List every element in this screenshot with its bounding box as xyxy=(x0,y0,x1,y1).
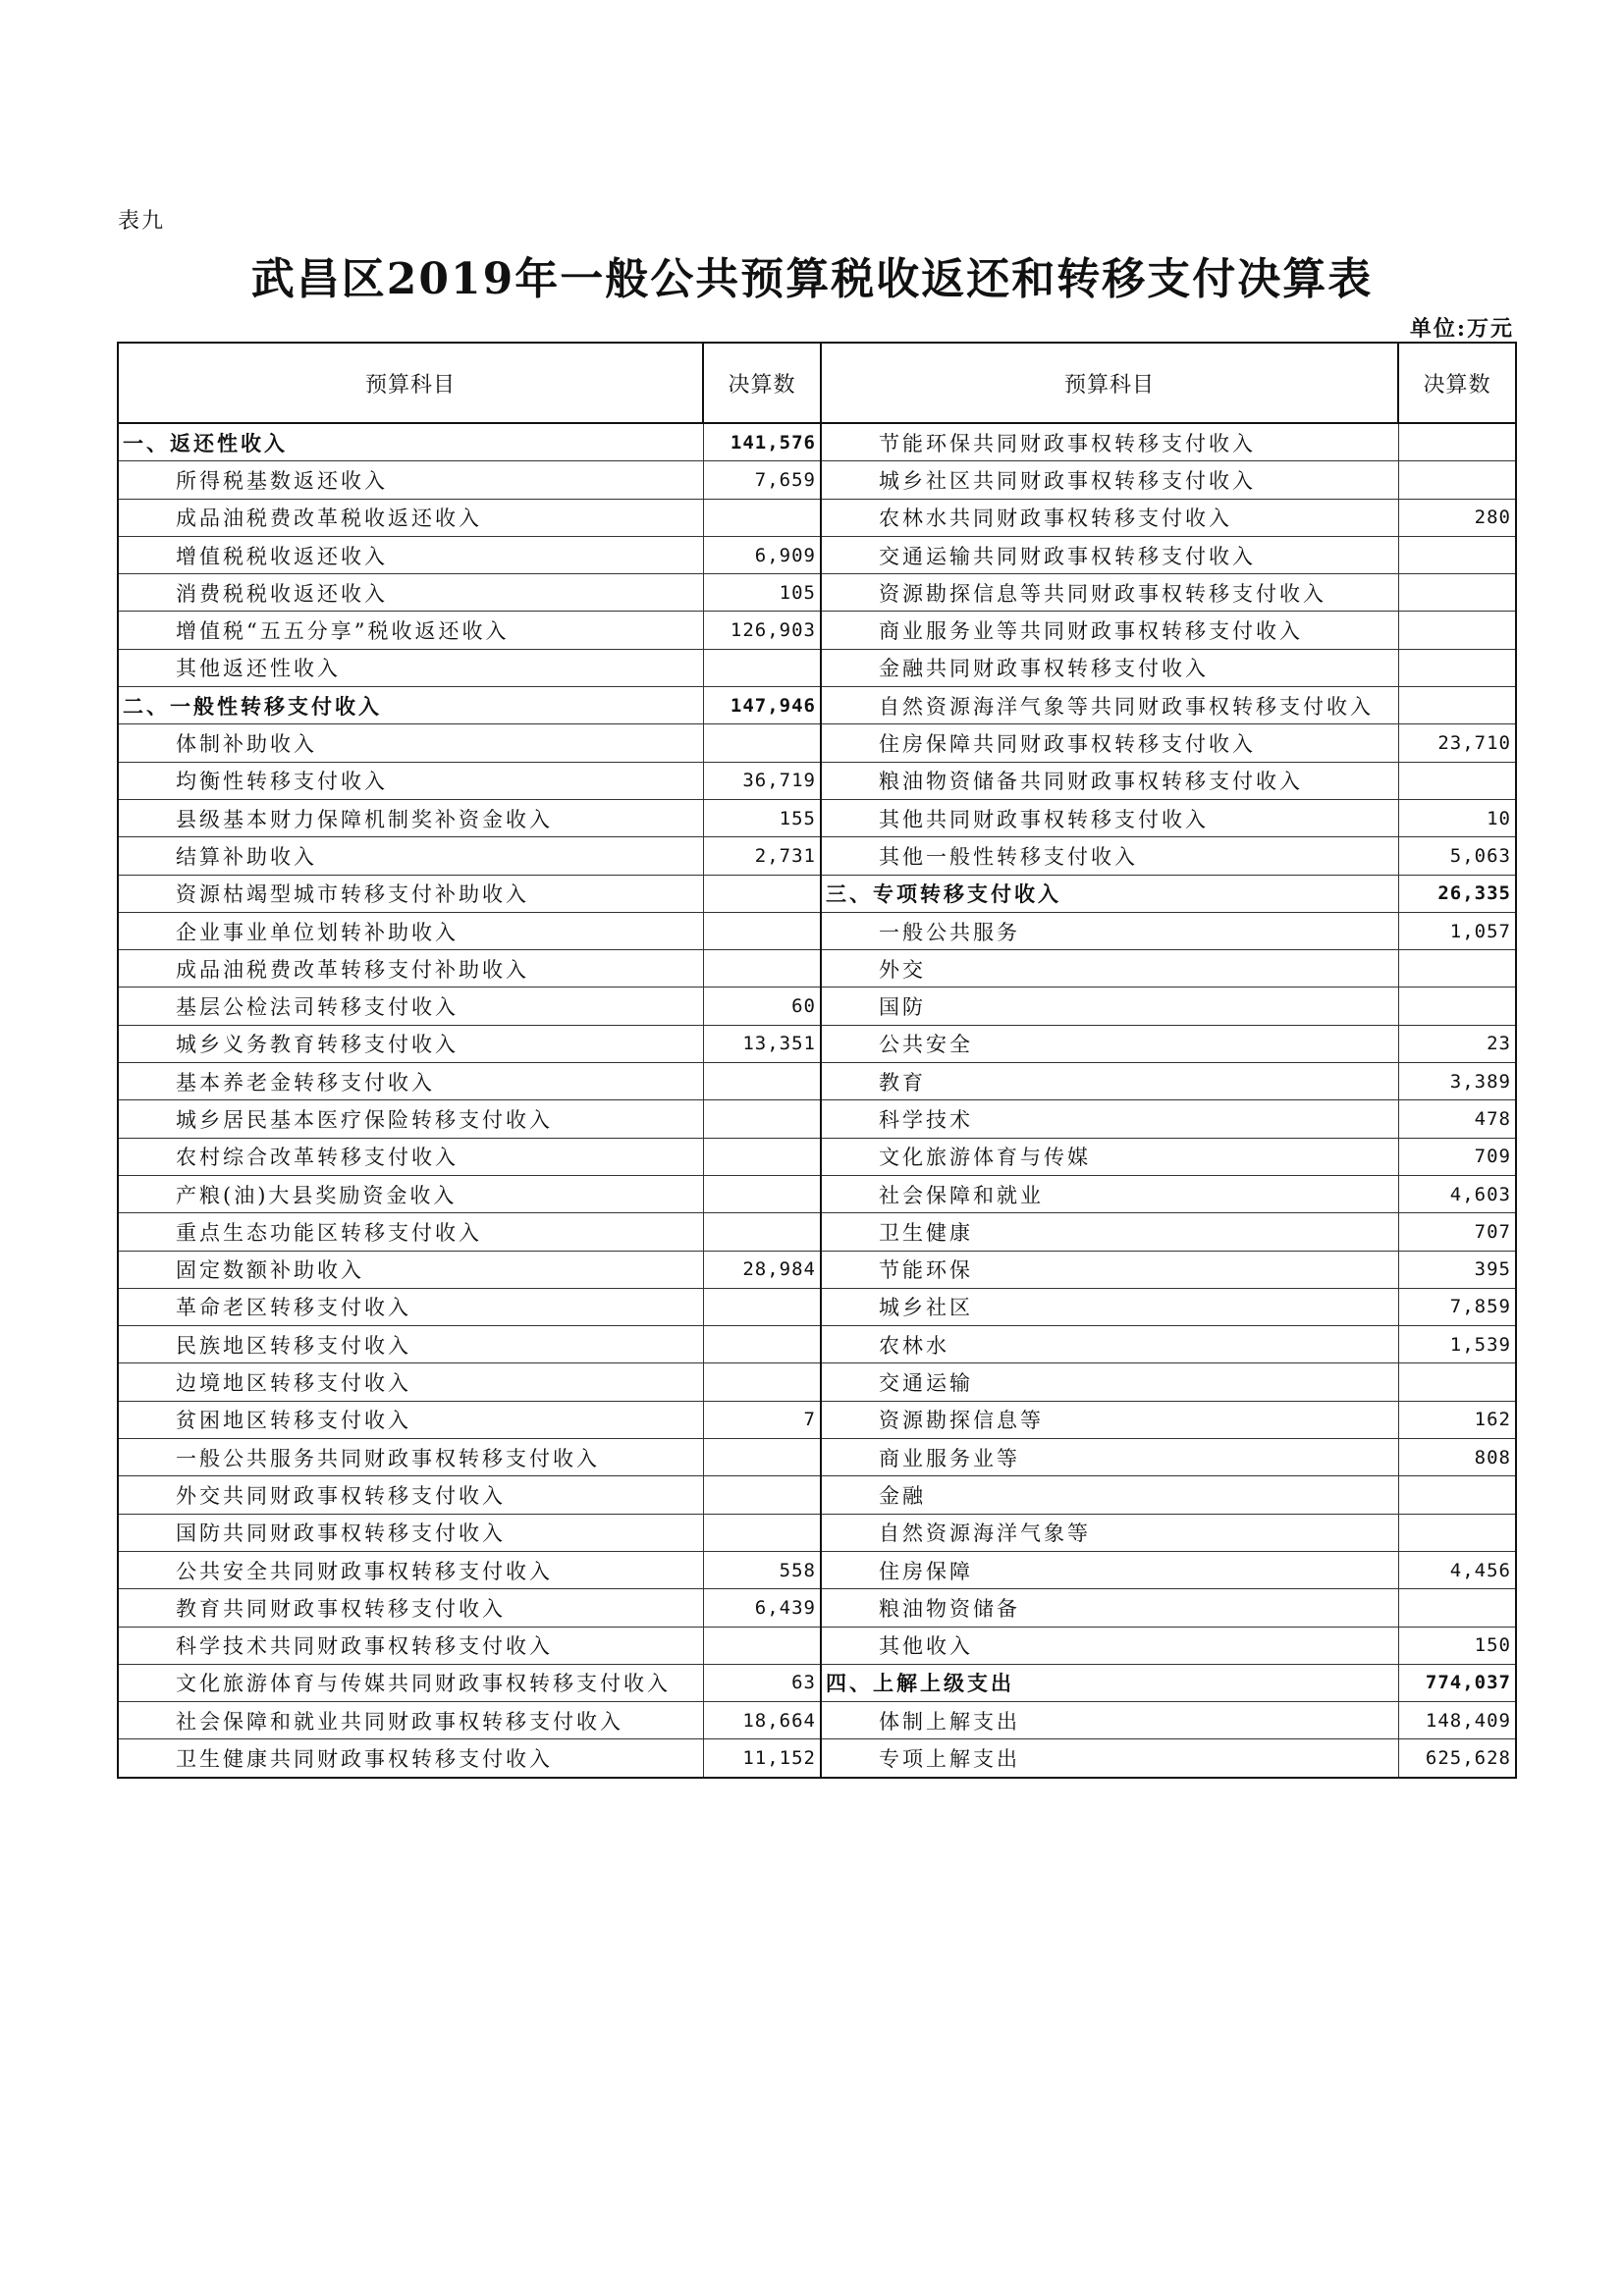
table-row xyxy=(118,1100,1516,1138)
right-amount: 625,628 xyxy=(1398,1739,1516,1778)
table-row xyxy=(118,1439,1516,1476)
table-row xyxy=(118,988,1516,1025)
left-item-name: 企业事业单位划转补助收入 xyxy=(118,912,703,949)
right-item-name: 专项上解支出 xyxy=(821,1739,1398,1778)
left-item-name: 二、一般性转移支付收入 xyxy=(118,687,703,724)
left-amount: 126,903 xyxy=(703,612,821,649)
table-row xyxy=(118,499,1516,536)
table-row xyxy=(118,1288,1516,1325)
left-item-name: 增值税税收返还收入 xyxy=(118,536,703,573)
table-row xyxy=(118,461,1516,499)
left-item-name: 基层公检法司转移支付收入 xyxy=(118,988,703,1025)
right-amount: 280 xyxy=(1398,499,1516,536)
table-row xyxy=(118,1251,1516,1288)
table-row xyxy=(118,1138,1516,1175)
right-amount: 4,456 xyxy=(1398,1551,1516,1588)
left-item-name: 社会保障和就业共同财政事权转移支付收入 xyxy=(118,1702,703,1739)
left-item-name: 民族地区转移支付收入 xyxy=(118,1326,703,1363)
left-amount xyxy=(703,1363,821,1401)
right-amount: 707 xyxy=(1398,1213,1516,1251)
right-amount: 150 xyxy=(1398,1627,1516,1664)
left-amount xyxy=(703,1175,821,1212)
table-row xyxy=(118,536,1516,573)
right-amount: 1,539 xyxy=(1398,1326,1516,1363)
right-amount xyxy=(1398,762,1516,799)
left-item-name: 产粮(油)大县奖励资金收入 xyxy=(118,1175,703,1212)
right-item-name: 教育 xyxy=(821,1063,1398,1100)
right-amount: 395 xyxy=(1398,1251,1516,1288)
left-item-name: 公共安全共同财政事权转移支付收入 xyxy=(118,1551,703,1588)
right-amount xyxy=(1398,1363,1516,1401)
right-item-name: 交通运输共同财政事权转移支付收入 xyxy=(821,536,1398,573)
table-row xyxy=(118,912,1516,949)
right-item-name: 一般公共服务 xyxy=(821,912,1398,949)
right-item-name: 社会保障和就业 xyxy=(821,1175,1398,1212)
right-item-name: 其他一般性转移支付收入 xyxy=(821,837,1398,875)
table-body xyxy=(118,423,1516,1778)
right-amount xyxy=(1398,423,1516,461)
left-amount xyxy=(703,1063,821,1100)
right-amount xyxy=(1398,1589,1516,1627)
right-item-name: 住房保障 xyxy=(821,1551,1398,1588)
left-item-name: 贫困地区转移支付收入 xyxy=(118,1401,703,1438)
right-item-name: 资源勘探信息等 xyxy=(821,1401,1398,1438)
left-amount: 6,909 xyxy=(703,536,821,573)
left-item-name: 体制补助收入 xyxy=(118,724,703,762)
table-row xyxy=(118,1664,1516,1701)
right-amount xyxy=(1398,612,1516,649)
left-amount xyxy=(703,1439,821,1476)
header-amount-left: 决算数 xyxy=(703,343,821,423)
left-item-name: 边境地区转移支付收入 xyxy=(118,1363,703,1401)
right-item-name: 体制上解支出 xyxy=(821,1702,1398,1739)
left-item-name: 国防共同财政事权转移支付收入 xyxy=(118,1514,703,1551)
right-amount: 808 xyxy=(1398,1439,1516,1476)
right-item-name: 农林水 xyxy=(821,1326,1398,1363)
left-item-name: 其他返还性收入 xyxy=(118,649,703,686)
right-amount: 3,389 xyxy=(1398,1063,1516,1100)
document-title: 武昌区2019年一般公共预算税收返还和转移支付决算表 xyxy=(250,254,1374,304)
right-item-name: 其他共同财政事权转移支付收入 xyxy=(821,799,1398,836)
table-header xyxy=(118,343,1516,423)
right-item-name: 三、专项转移支付收入 xyxy=(821,875,1398,912)
right-amount: 26,335 xyxy=(1398,875,1516,912)
table-row xyxy=(118,875,1516,912)
left-item-name: 科学技术共同财政事权转移支付收入 xyxy=(118,1627,703,1664)
left-item-name: 革命老区转移支付收入 xyxy=(118,1288,703,1325)
header-amount-right: 决算数 xyxy=(1398,343,1516,423)
right-item-name: 农林水共同财政事权转移支付收入 xyxy=(821,499,1398,536)
right-item-name: 住房保障共同财政事权转移支付收入 xyxy=(821,724,1398,762)
right-amount: 709 xyxy=(1398,1138,1516,1175)
table-row xyxy=(118,1025,1516,1062)
table-row xyxy=(118,1627,1516,1664)
right-amount: 23,710 xyxy=(1398,724,1516,762)
table-row xyxy=(118,1514,1516,1551)
left-amount: 7 xyxy=(703,1401,821,1438)
budget-table xyxy=(117,342,1517,1779)
left-item-name: 成品油税费改革税收返还收入 xyxy=(118,499,703,536)
right-amount xyxy=(1398,1514,1516,1551)
left-amount: 155 xyxy=(703,799,821,836)
table-row xyxy=(118,1213,1516,1251)
table-row xyxy=(118,762,1516,799)
right-amount: 23 xyxy=(1398,1025,1516,1062)
left-amount xyxy=(703,1138,821,1175)
left-item-name: 城乡居民基本医疗保险转移支付收入 xyxy=(118,1100,703,1138)
left-item-name: 农村综合改革转移支付收入 xyxy=(118,1138,703,1175)
right-item-name: 国防 xyxy=(821,988,1398,1025)
right-item-name: 自然资源海洋气象等 xyxy=(821,1514,1398,1551)
right-item-name: 科学技术 xyxy=(821,1100,1398,1138)
left-item-name: 卫生健康共同财政事权转移支付收入 xyxy=(118,1739,703,1778)
right-item-name: 四、上解上级支出 xyxy=(821,1664,1398,1701)
right-amount: 1,057 xyxy=(1398,912,1516,949)
left-item-name: 增值税“五五分享”税收返还收入 xyxy=(118,612,703,649)
left-item-name: 外交共同财政事权转移支付收入 xyxy=(118,1476,703,1514)
right-amount: 774,037 xyxy=(1398,1664,1516,1701)
left-amount xyxy=(703,1213,821,1251)
left-amount: 2,731 xyxy=(703,837,821,875)
left-amount xyxy=(703,1100,821,1138)
table-row xyxy=(118,837,1516,875)
right-amount xyxy=(1398,461,1516,499)
table-row xyxy=(118,687,1516,724)
left-item-name: 教育共同财政事权转移支付收入 xyxy=(118,1589,703,1627)
left-item-name: 县级基本财力保障机制奖补资金收入 xyxy=(118,799,703,836)
left-item-name: 城乡义务教育转移支付收入 xyxy=(118,1025,703,1062)
table-row xyxy=(118,1175,1516,1212)
right-amount xyxy=(1398,536,1516,573)
table-row xyxy=(118,1589,1516,1627)
table-row xyxy=(118,724,1516,762)
table-row xyxy=(118,1551,1516,1588)
left-amount: 60 xyxy=(703,988,821,1025)
left-amount: 147,946 xyxy=(703,687,821,724)
right-item-name: 外交 xyxy=(821,950,1398,988)
left-amount: 141,576 xyxy=(703,423,821,461)
right-item-name: 城乡社区 xyxy=(821,1288,1398,1325)
table-row xyxy=(118,612,1516,649)
left-item-name: 结算补助收入 xyxy=(118,837,703,875)
unit-label: 单位:万元 xyxy=(1409,316,1514,342)
table-row xyxy=(118,1702,1516,1739)
right-item-name: 公共安全 xyxy=(821,1025,1398,1062)
left-item-name: 所得税基数返还收入 xyxy=(118,461,703,499)
left-item-name: 文化旅游体育与传媒共同财政事权转移支付收入 xyxy=(118,1664,703,1701)
right-amount xyxy=(1398,988,1516,1025)
right-amount: 7,859 xyxy=(1398,1288,1516,1325)
left-amount: 63 xyxy=(703,1664,821,1701)
left-amount: 18,664 xyxy=(703,1702,821,1739)
left-amount xyxy=(703,1627,821,1664)
left-amount: 6,439 xyxy=(703,1589,821,1627)
right-amount xyxy=(1398,574,1516,612)
right-item-name: 节能环保共同财政事权转移支付收入 xyxy=(821,423,1398,461)
right-item-name: 商业服务业等共同财政事权转移支付收入 xyxy=(821,612,1398,649)
right-amount: 162 xyxy=(1398,1401,1516,1438)
left-amount xyxy=(703,1326,821,1363)
right-item-name: 其他收入 xyxy=(821,1627,1398,1664)
right-amount: 478 xyxy=(1398,1100,1516,1138)
right-item-name: 粮油物资储备 xyxy=(821,1589,1398,1627)
right-amount xyxy=(1398,687,1516,724)
right-amount: 5,063 xyxy=(1398,837,1516,875)
left-item-name: 成品油税费改革转移支付补助收入 xyxy=(118,950,703,988)
header-item-right: 预算科目 xyxy=(821,343,1398,423)
table-row xyxy=(118,1739,1516,1778)
left-amount: 7,659 xyxy=(703,461,821,499)
left-amount xyxy=(703,1514,821,1551)
left-item-name: 消费税税收返还收入 xyxy=(118,574,703,612)
left-amount xyxy=(703,1476,821,1514)
right-amount xyxy=(1398,649,1516,686)
table-row xyxy=(118,1063,1516,1100)
left-amount: 105 xyxy=(703,574,821,612)
table-row xyxy=(118,574,1516,612)
right-item-name: 资源勘探信息等共同财政事权转移支付收入 xyxy=(821,574,1398,612)
left-item-name: 基本养老金转移支付收入 xyxy=(118,1063,703,1100)
right-item-name: 金融 xyxy=(821,1476,1398,1514)
left-item-name: 一般公共服务共同财政事权转移支付收入 xyxy=(118,1439,703,1476)
left-amount: 558 xyxy=(703,1551,821,1588)
right-amount: 10 xyxy=(1398,799,1516,836)
right-item-name: 文化旅游体育与传媒 xyxy=(821,1138,1398,1175)
table-row xyxy=(118,423,1516,461)
table-row xyxy=(118,1401,1516,1438)
table-number: 表九 xyxy=(118,209,166,234)
right-item-name: 节能环保 xyxy=(821,1251,1398,1288)
left-amount xyxy=(703,649,821,686)
right-item-name: 商业服务业等 xyxy=(821,1439,1398,1476)
table-row xyxy=(118,1363,1516,1401)
right-item-name: 卫生健康 xyxy=(821,1213,1398,1251)
right-item-name: 金融共同财政事权转移支付收入 xyxy=(821,649,1398,686)
table-row xyxy=(118,1326,1516,1363)
left-amount: 28,984 xyxy=(703,1251,821,1288)
right-amount: 4,603 xyxy=(1398,1175,1516,1212)
table-row xyxy=(118,799,1516,836)
right-item-name: 粮油物资储备共同财政事权转移支付收入 xyxy=(821,762,1398,799)
right-amount xyxy=(1398,950,1516,988)
left-amount xyxy=(703,875,821,912)
left-amount: 36,719 xyxy=(703,762,821,799)
left-item-name: 重点生态功能区转移支付收入 xyxy=(118,1213,703,1251)
header-item-left: 预算科目 xyxy=(118,343,703,423)
table-row xyxy=(118,950,1516,988)
right-amount xyxy=(1398,1476,1516,1514)
left-item-name: 资源枯竭型城市转移支付补助收入 xyxy=(118,875,703,912)
left-amount xyxy=(703,950,821,988)
left-item-name: 固定数额补助收入 xyxy=(118,1251,703,1288)
left-amount: 11,152 xyxy=(703,1739,821,1778)
right-item-name: 交通运输 xyxy=(821,1363,1398,1401)
left-amount xyxy=(703,912,821,949)
table-row xyxy=(118,649,1516,686)
left-item-name: 均衡性转移支付收入 xyxy=(118,762,703,799)
table-row xyxy=(118,1476,1516,1514)
left-amount xyxy=(703,499,821,536)
left-amount xyxy=(703,724,821,762)
right-item-name: 自然资源海洋气象等共同财政事权转移支付收入 xyxy=(821,687,1398,724)
left-item-name: 一、返还性收入 xyxy=(118,423,703,461)
right-amount: 148,409 xyxy=(1398,1702,1516,1739)
right-item-name: 城乡社区共同财政事权转移支付收入 xyxy=(821,461,1398,499)
left-amount xyxy=(703,1288,821,1325)
left-amount: 13,351 xyxy=(703,1025,821,1062)
